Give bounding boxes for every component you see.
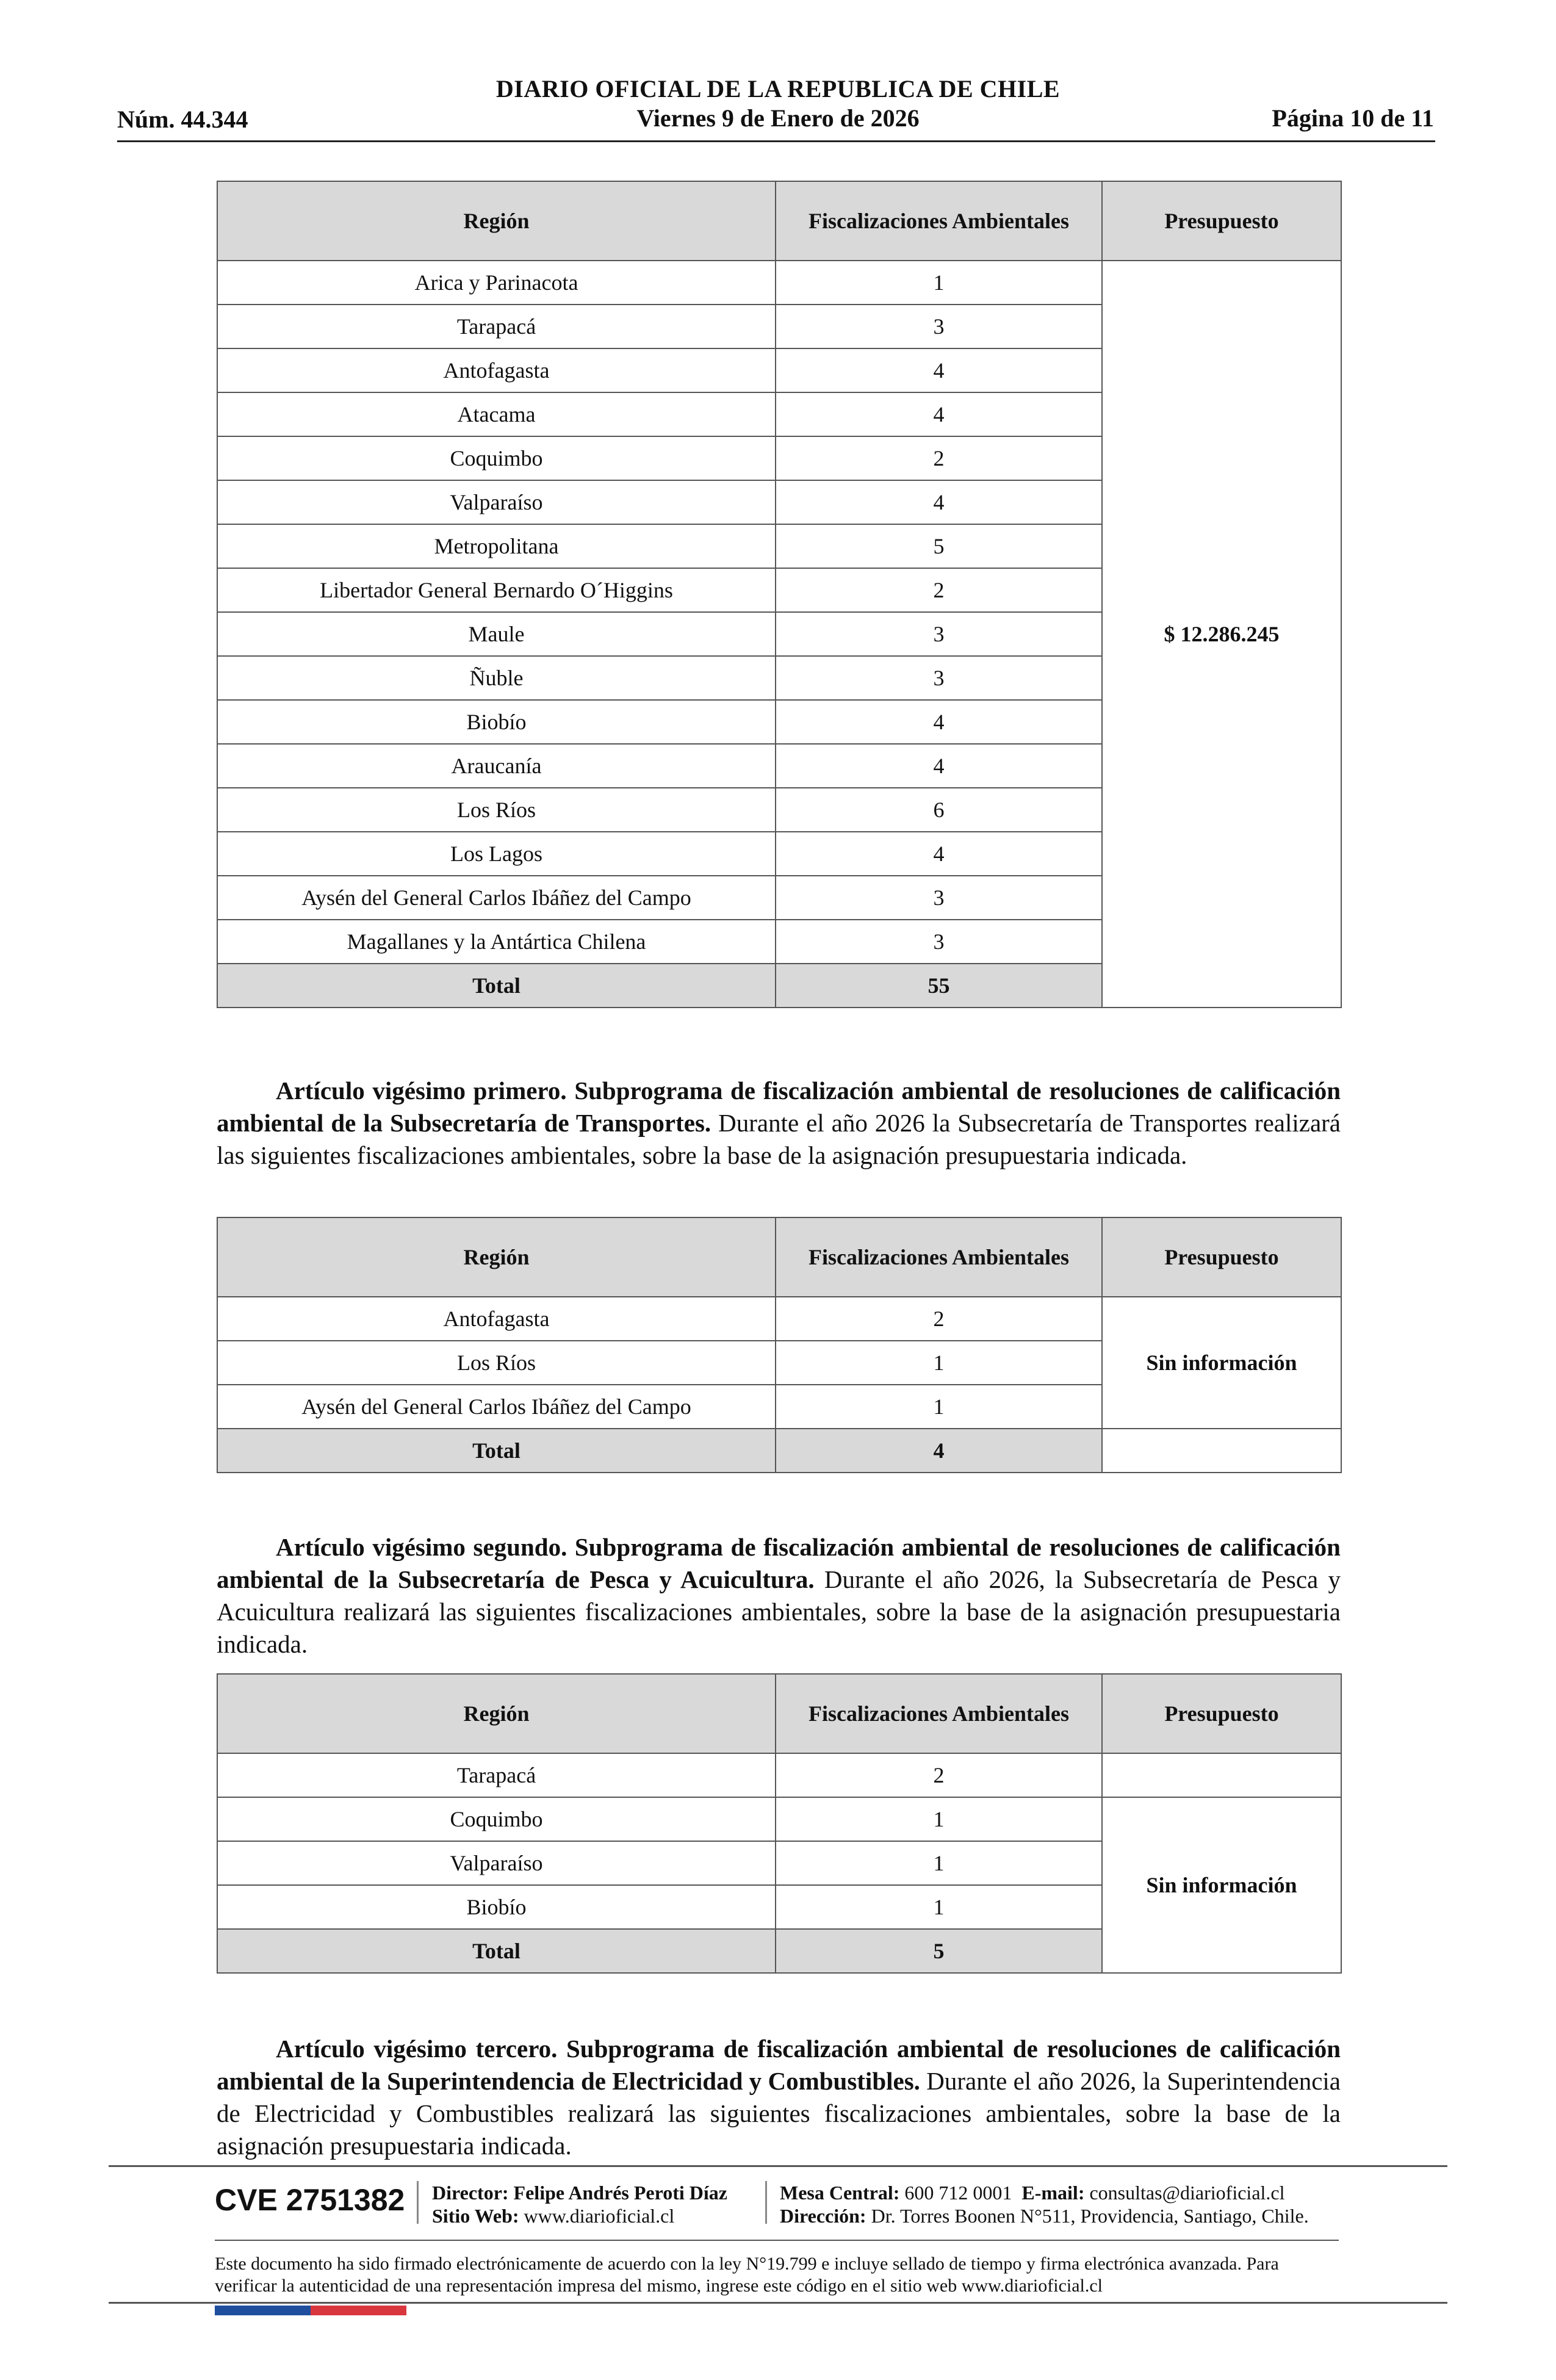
region-cell: Los Ríos — [217, 788, 776, 832]
total-value: 55 — [776, 964, 1102, 1008]
region-cell: Biobío — [217, 700, 776, 744]
table-row — [217, 1753, 1341, 1797]
count-cell: 1 — [776, 1385, 1102, 1429]
total-label: Total — [217, 1429, 776, 1473]
count-cell: 3 — [776, 612, 1102, 656]
count-cell: 4 — [776, 392, 1102, 436]
article-23-heading: Artículo vigésimo tercero. Subprograma de fiscalización ambiental de resoluciones de calificación ambiental de la Superintendencia de Electricidad y Combustibles. — [217, 2035, 1341, 2095]
region-cell: Araucanía — [217, 744, 776, 788]
region-cell: Coquimbo — [217, 1797, 776, 1841]
region-cell: Tarapacá — [217, 305, 776, 348]
column-header-budget: Presupuesto — [1102, 1217, 1341, 1297]
table-row — [217, 1797, 1341, 1841]
count-cell: 2 — [776, 1297, 1102, 1341]
region-cell: Ñuble — [217, 656, 776, 700]
footer-top-rule — [109, 2165, 1447, 2167]
region-cell: Antofagasta — [217, 348, 776, 392]
region-cell: Libertador General Bernardo O´Higgins — [217, 568, 776, 612]
issue-date: Viernes 9 de Enero de 2026 — [636, 104, 920, 132]
header-rule — [117, 140, 1435, 142]
count-cell: 4 — [776, 744, 1102, 788]
article-21-body: Durante el año 2026 la Subsecretaría de Transportes realizará las siguientes fiscalizaciones ambientales, sobre la base de la asignación presupuestaria indicada. — [217, 1109, 1341, 1169]
region-cell: Coquimbo — [217, 436, 776, 480]
footer-bottom-rule — [109, 2302, 1447, 2304]
count-cell: 4 — [776, 700, 1102, 744]
count-cell: 4 — [776, 480, 1102, 524]
count-cell: 1 — [776, 261, 1102, 305]
article-22-heading: Artículo vigésimo segundo. Subprograma de fiscalización ambiental de resoluciones de calificación ambiental de la Subsecretaría de Pesca y Acuicultura. — [217, 1533, 1341, 1593]
article-21-paragraph — [217, 1075, 1341, 1172]
budget-cell: $ 12.286.245 — [1102, 261, 1341, 1008]
region-cell: Valparaíso — [217, 480, 776, 524]
count-cell: 3 — [776, 876, 1102, 920]
count-cell: 3 — [776, 920, 1102, 964]
address: Dr. Torres Boonen N°511, Providencia, Santiago, Chile. — [871, 2205, 1309, 2227]
mesa-phone: 600 712 0001 — [904, 2182, 1012, 2204]
flag-red-stripe — [311, 2306, 406, 2315]
count-cell: 1 — [776, 1797, 1102, 1841]
column-header-fiscalizations: Fiscalizaciones Ambientales — [776, 1674, 1102, 1753]
issue-number: Núm. 44.344 — [117, 106, 248, 133]
column-header-region: Región — [217, 181, 776, 261]
article-23-paragraph — [217, 2033, 1341, 2162]
table-fisheries-fiscalizations — [217, 1673, 1342, 1974]
table-transport-fiscalizations — [217, 1217, 1342, 1473]
email-label: E-mail: — [1021, 2182, 1085, 2204]
column-header-region: Región — [217, 1674, 776, 1753]
region-cell: Metropolitana — [217, 524, 776, 568]
column-header-region: Región — [217, 1217, 776, 1297]
footer-divider — [765, 2181, 767, 2224]
total-value: 5 — [776, 1929, 1102, 1973]
article-21-heading: Artículo vigésimo primero. Subprograma de fiscalización ambiental de resoluciones de calificación ambiental de la Subsecretaría de Transportes. — [217, 1076, 1341, 1137]
count-cell: 4 — [776, 832, 1102, 876]
region-cell: Aysén del General Carlos Ibáñez del Campo — [217, 876, 776, 920]
footer-director-block — [432, 2181, 727, 2227]
cve-code: CVE 2751382 — [215, 2183, 405, 2217]
table-row — [217, 1297, 1341, 1341]
region-cell: Tarapacá — [217, 1753, 776, 1797]
count-cell: 5 — [776, 524, 1102, 568]
direccion-label: Dirección: — [780, 2205, 866, 2227]
empty-cell — [1102, 1429, 1341, 1473]
mesa-label: Mesa Central: — [780, 2182, 900, 2204]
column-header-fiscalizations: Fiscalizaciones Ambientales — [776, 1217, 1102, 1297]
total-value: 4 — [776, 1429, 1102, 1473]
table-regional-fiscalizations — [217, 181, 1342, 1008]
footer-contact-block — [780, 2181, 1309, 2227]
page-number: Página 10 de 11 — [1272, 104, 1434, 132]
column-header-fiscalizations: Fiscalizaciones Ambientales — [776, 181, 1102, 261]
total-label: Total — [217, 964, 776, 1008]
region-cell: Arica y Parinacota — [217, 261, 776, 305]
region-cell: Valparaíso — [217, 1841, 776, 1885]
count-cell: 1 — [776, 1341, 1102, 1385]
flag-blue-stripe — [215, 2306, 311, 2315]
column-header-budget: Presupuesto — [1102, 181, 1341, 261]
director-name: Felipe Andrés Peroti Díaz — [513, 2182, 727, 2204]
count-cell: 3 — [776, 656, 1102, 700]
website-label: Sitio Web: — [432, 2205, 519, 2227]
email-link[interactable]: consultas@diarioficial.cl — [1089, 2182, 1285, 2204]
table-row — [217, 261, 1341, 305]
count-cell: 6 — [776, 788, 1102, 832]
count-cell: 1 — [776, 1841, 1102, 1885]
article-23-body: Durante el año 2026, la Superintendencia de Electricidad y Combustibles realizará las siguientes fiscalizaciones ambientales, sobre la base de la asignación presupuestaria indicada. — [217, 2067, 1341, 2160]
region-cell: Los Lagos — [217, 832, 776, 876]
count-cell: 3 — [776, 305, 1102, 348]
empty-cell — [1102, 1753, 1341, 1797]
region-cell: Maule — [217, 612, 776, 656]
newspaper-title: DIARIO OFICIAL DE LA REPUBLICA DE CHILE — [495, 75, 1061, 103]
total-label: Total — [217, 1929, 776, 1973]
region-cell: Los Ríos — [217, 1341, 776, 1385]
article-22-body: Durante el año 2026, la Subsecretaría de Pesca y Acuicultura realizará las siguientes fiscalizaciones ambientales, sobre la base de la asignación presupuestaria indicada. — [217, 1565, 1341, 1658]
count-cell: 2 — [776, 436, 1102, 480]
website-link[interactable]: www.diarioficial.cl — [524, 2205, 675, 2227]
article-22-paragraph — [217, 1531, 1341, 1661]
region-cell: Atacama — [217, 392, 776, 436]
count-cell: 2 — [776, 1753, 1102, 1797]
column-header-budget: Presupuesto — [1102, 1674, 1341, 1753]
footer-mid-rule — [215, 2240, 1339, 2241]
region-cell: Biobío — [217, 1885, 776, 1929]
region-cell: Magallanes y la Antártica Chilena — [217, 920, 776, 964]
region-cell: Aysén del General Carlos Ibáñez del Campo — [217, 1385, 776, 1429]
count-cell: 1 — [776, 1885, 1102, 1929]
region-cell: Antofagasta — [217, 1297, 776, 1341]
budget-cell: Sin información — [1102, 1297, 1341, 1429]
director-label: Director: — [432, 2182, 509, 2204]
count-cell: 2 — [776, 568, 1102, 612]
signature-note: Este documento ha sido firmado electrónicamente de acuerdo con la ley N°19.799 e incluye sellado de tiempo y firma electrónica avanzada. Para verificar la autenticidad de una representación impresa del mismo, ingrese este código en el sitio web www.diarioficial.cl — [215, 2254, 1279, 2296]
budget-cell: Sin información — [1102, 1797, 1341, 1973]
total-row — [217, 1429, 1341, 1473]
count-cell: 4 — [776, 348, 1102, 392]
footer-divider — [417, 2181, 419, 2224]
